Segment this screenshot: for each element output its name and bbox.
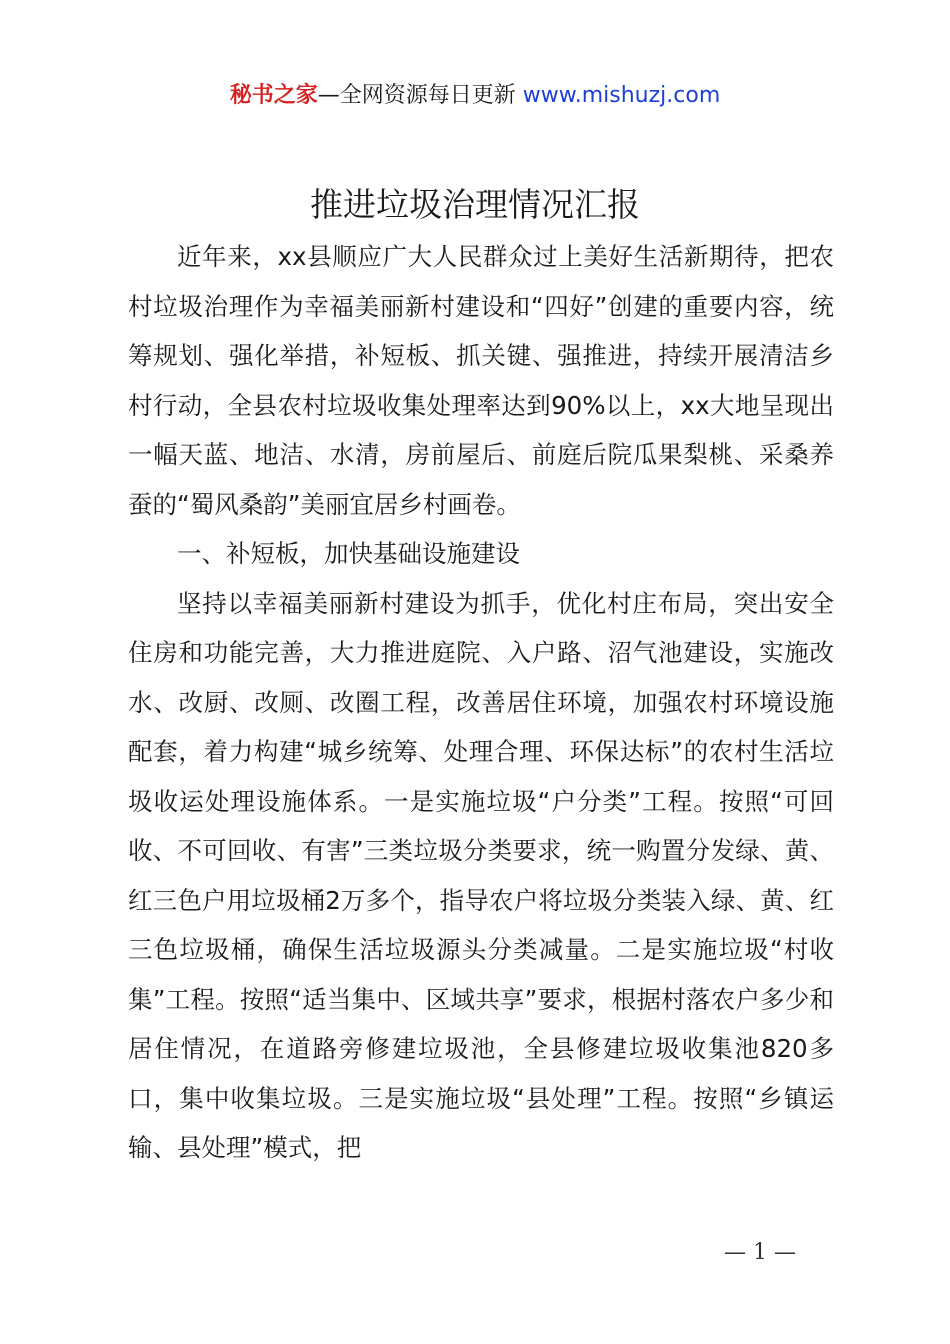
site-url-link[interactable]: www.mishuzj.com — [522, 83, 721, 108]
site-tagline: —全网资源每日更新 — [317, 83, 523, 108]
section-paragraph: 坚持以幸福美丽新村建设为抓手，优化村庄布局，突出安全住房和功能完善，大力推进庭院、入户路、沼气池建设，实施改水、改厨、改厕、改圈工程，改善居住环境，加强农村环境设施配套，着力构建“城乡统筹、处理合理、环保达标”的农村生活垃圾收运处理设施体系。一是实施垃圾“户分类”工程。按照“可回收、不可回收、有害”三类垃圾分类要求，统一购置分发绿、黄、红三色户用垃圾桶2万多个，指导农户将垃圾分类装入绿、黄、红三色垃圾桶，确保生活垃圾源头分类减量。二是实施垃圾“村收集”工程。按照“适当集中、区域共享”要求，根据村落农户多少和居住情况，在道路旁修建垃圾池，全县修建垃圾收集池820多口，集中收集垃圾。三是实施垃圾“县处理”工程。按照“乡镇运输、县处理”模式，把 — [128, 588, 834, 1162]
section-heading: 一、补短板，加快基础设施建设 — [177, 539, 520, 568]
document-title: 推进垃圾治理情况汇报 — [310, 185, 640, 224]
intro-paragraph: 近年来，xx县顺应广大人民群众过上美好生活新期待，把农村垃圾治理作为幸福美丽新村建设和“四好”创建的重要内容，统筹规划、强化举措，补短板、抓关键、强推进，持续开展清洁乡村行动，全县农村垃圾收集处理率达到90%以上，xx大地呈现出一幅天蓝、地洁、水清，房前屋后、前庭后院瓜果梨桃、采桑养蚕的“蜀风桑韵”美丽宜居乡村画卷。 — [128, 242, 834, 519]
site-header — [0, 78, 950, 114]
page-number: — 1 — — [724, 1240, 796, 1265]
document-body — [128, 232, 834, 1173]
site-brand: 秘书之家 — [229, 83, 318, 108]
